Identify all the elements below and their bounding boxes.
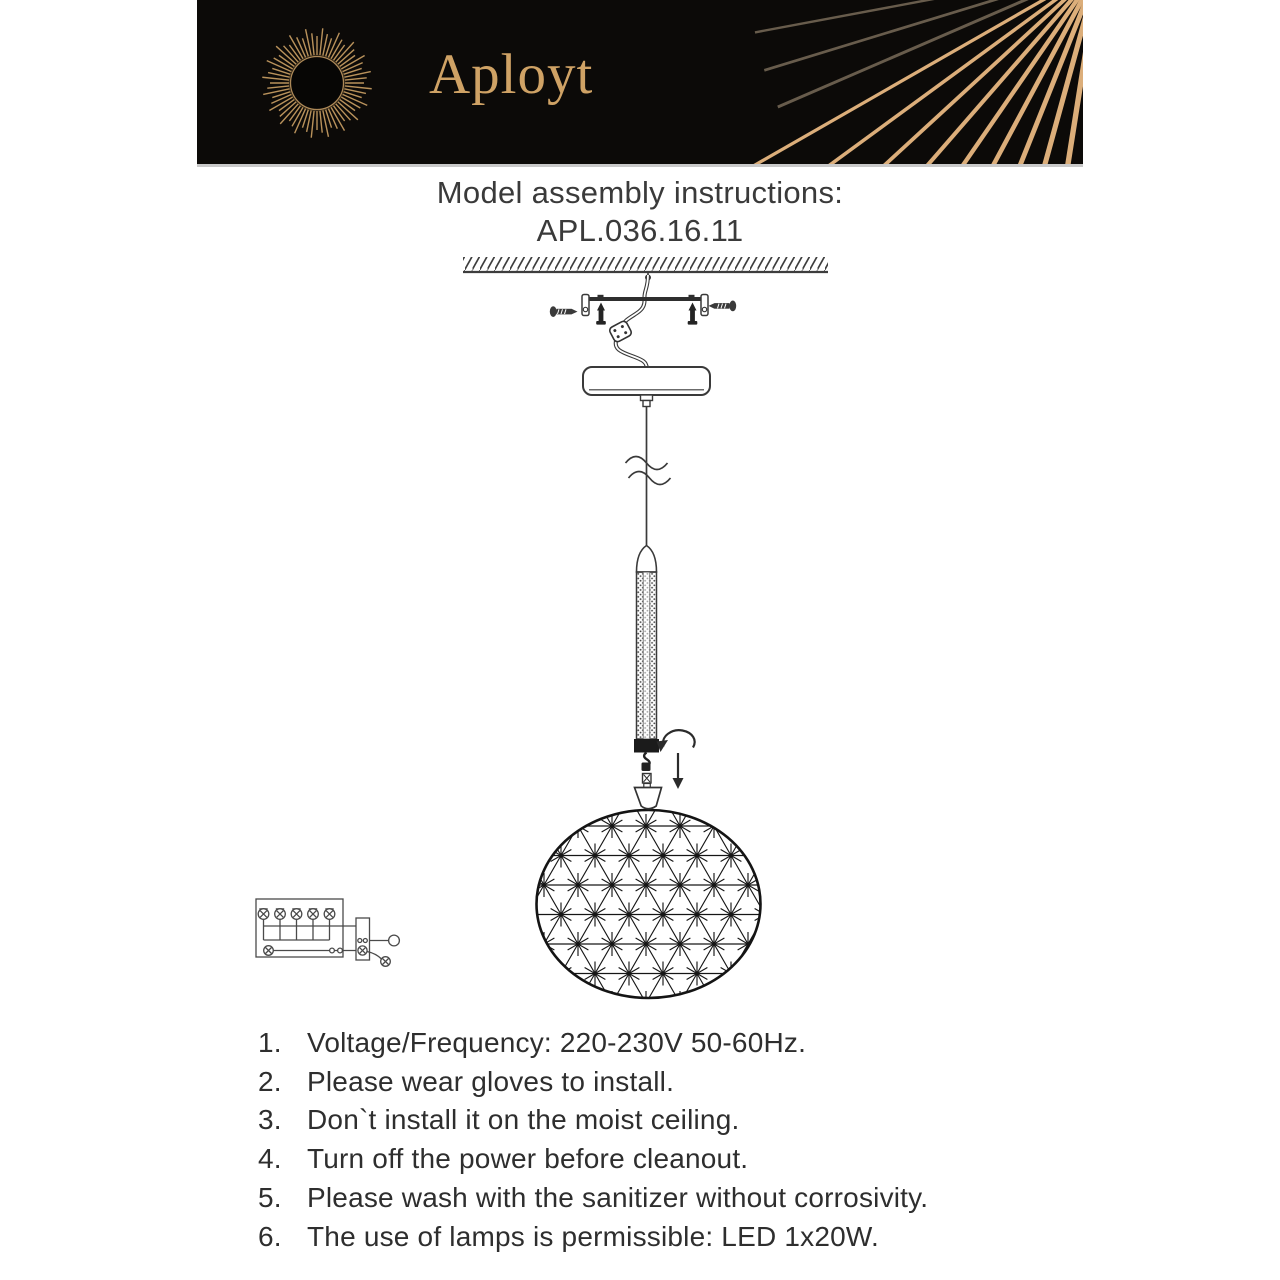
list-item (258, 1101, 1098, 1140)
power-wire (616, 275, 648, 368)
wiring-diagram (256, 899, 399, 966)
list-item (258, 1140, 1098, 1179)
list-item (258, 1063, 1098, 1102)
item-number: 4. (258, 1143, 282, 1175)
terminal-connector (608, 320, 632, 343)
item-text: Please wear gloves to install. (307, 1065, 675, 1097)
item-text: Please wash with the sanitizer without corrosivity. (307, 1181, 929, 1213)
lamp-socket (635, 784, 662, 809)
cable-break-symbol (626, 457, 671, 485)
instruction-list (258, 1024, 1098, 1256)
ceiling-hatch (463, 257, 828, 280)
item-text: Don`t install it on the moist ceiling. (307, 1104, 740, 1136)
brand-banner (197, 0, 1083, 167)
list-item (258, 1218, 1098, 1257)
down-arrow-icon (673, 753, 684, 789)
banner-decor (197, 0, 1083, 164)
item-number: 5. (258, 1181, 282, 1213)
page-title: Model assembly instructions: (436, 175, 844, 210)
item-number: 2. (258, 1065, 282, 1097)
list-item (258, 1024, 1098, 1063)
list-item (258, 1179, 1098, 1218)
item-text: Turn off the power before cleanout. (307, 1143, 749, 1175)
brand-name: Aployt (429, 43, 594, 106)
item-number: 1. (258, 1027, 282, 1058)
suspension-tube (634, 546, 659, 753)
geodesic-sphere-shade (537, 810, 761, 998)
assembly-diagram (240, 250, 860, 1015)
sunburst-icon (262, 28, 371, 137)
canopy (583, 367, 710, 407)
model-code: APL.036.16.11 (536, 212, 744, 248)
item-number: 6. (258, 1220, 282, 1252)
item-text: Voltage/Frequency: 220-230V 50-60Hz. (307, 1027, 807, 1058)
rotation-arrow-icon (657, 730, 695, 752)
tube-end-cap (634, 739, 659, 753)
item-number: 3. (258, 1104, 282, 1136)
plug-connector (642, 753, 652, 788)
ray-fan-icon (613, 0, 1083, 164)
suspension-cable (626, 407, 671, 546)
item-text: The use of lamps is permissible: LED 1x20W. (307, 1220, 879, 1252)
title-block (0, 174, 1280, 249)
